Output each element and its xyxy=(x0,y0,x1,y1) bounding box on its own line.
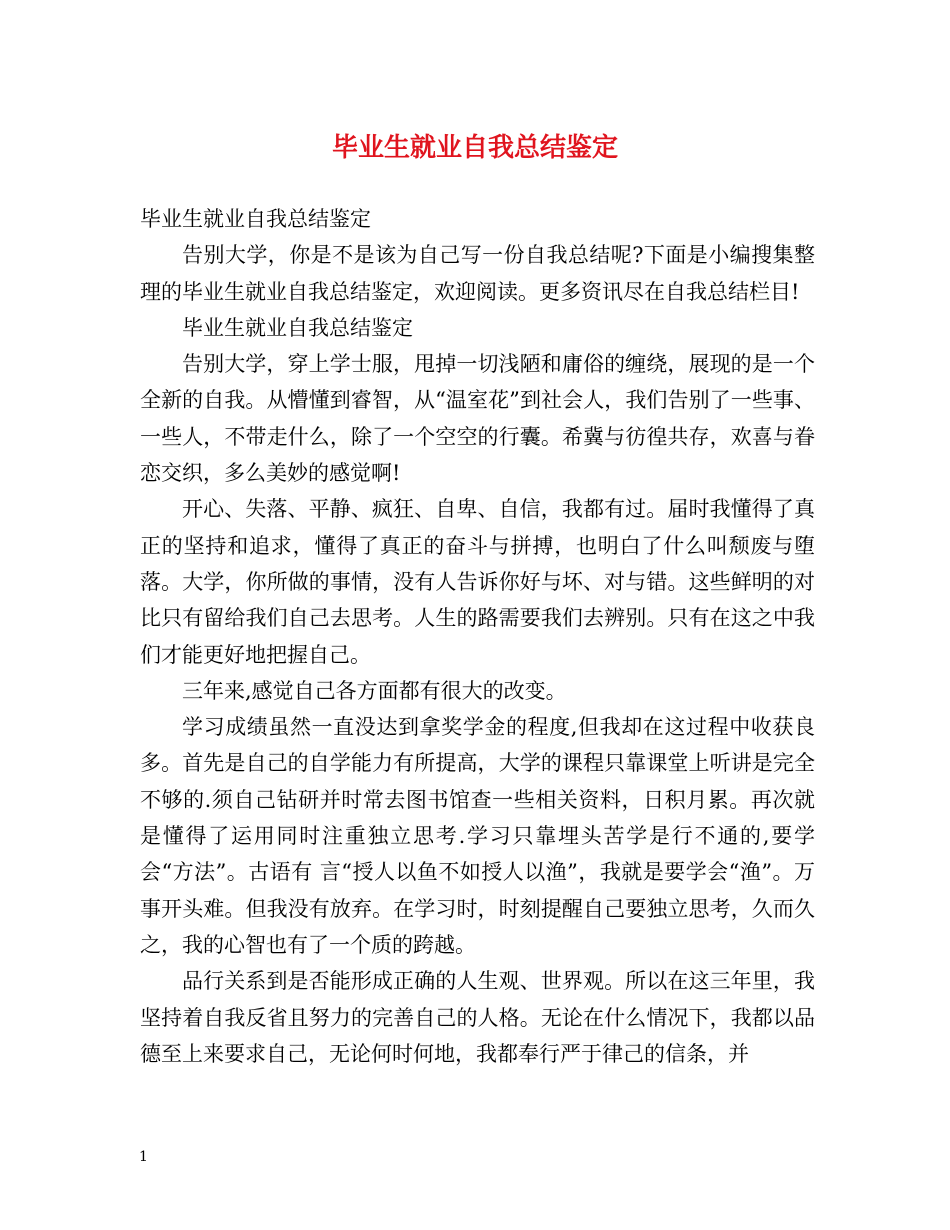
paragraph: 学习成绩虽然一直没达到拿奖学金的程度,但我却在这过程中收获良多。首先是自己的自学能力有所提高，大学的课程只靠课堂上听讲是完全不够的.须自己钻研并时常去图书馆查一些相关资料，日积月累。再次就是懂得了运用同时注重独立思考.学习只靠埋头苦学是行不通的,要学会“方法”。古语有 言“授人以鱼不如授人以渔”，我就是要学会“渔”。万事开头难。但我没有放弃。在学习时，时刻提醒自己要独立思考，久而久之，我的心智也有了一个质的跨越。 xyxy=(140,715,815,957)
paragraph-heading: 毕业生就业自我总结鉴定 xyxy=(140,207,371,231)
paragraph: 品行关系到是否能形成正确的人生观、世界观。所以在这三年里，我坚持着自我反省且努力的完善自己的人格。无论在什么情况下，我都以品德至上来要求自己，无论何时何地，我都奉行严于律己的信条，并 xyxy=(140,969,815,1066)
paragraph: 三年来,感觉自己各方面都有很大的改变。 xyxy=(182,678,567,703)
paragraph: 告别大学，你是不是该为自己写一份自我总结呢?下面是小编搜集整理的毕业生就业自我总结鉴定，欢迎阅读。更多资讯尽在自我总结栏目! xyxy=(140,243,815,304)
document-title: 毕业生就业自我总结鉴定 xyxy=(331,133,618,163)
paragraph: 告别大学，穿上学士服，甩掉一切浅陋和庸俗的缠绕，展现的是一个全新的自我。从懵懂到睿智，从“温室花”到社会人，我们告别了一些事、一些人，不带走什么，除了一个空空的行囊。希冀与彷徨共存，欢喜与眷恋交织，多么美妙的感觉啊! xyxy=(140,352,815,486)
document-body xyxy=(140,201,815,1072)
paragraph: 开心、失落、平静、疯狂、自卑、自信，我都有过。届时我懂得了真正的坚持和追求，懂得了真正的奋斗与拼搏，也明白了什么叫颓废与堕落。大学，你所做的事情，没有人告诉你好与坏、对与错。这些鲜明的对比只有留给我们自己去思考。人生的路需要我们去辨别。只有在这之中我们才能更好地把握自己。 xyxy=(140,497,815,667)
paragraph-subheading: 毕业生就业自我总结鉴定 xyxy=(182,315,413,340)
page-number: 1 xyxy=(139,1149,148,1165)
